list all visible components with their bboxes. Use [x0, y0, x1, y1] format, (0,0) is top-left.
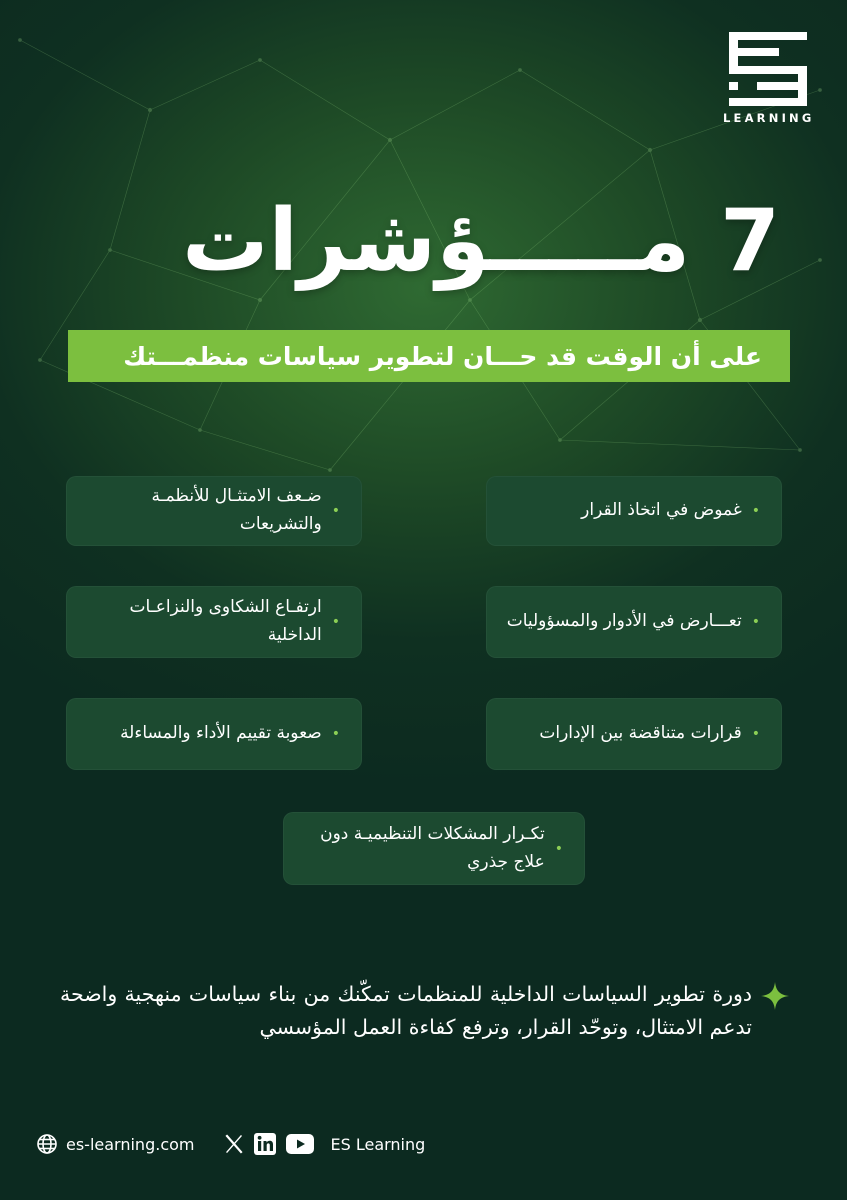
course-description: دورة تطوير السياسات الداخلية للمنظمات تمكّنك من بناء سياسات منهجية واضحة تدعم الامتثال، وتوحّد القرار، وترفع كفاءة العمل المؤسسي [60, 982, 752, 1040]
es-logo-mark-icon [729, 32, 807, 106]
footer [36, 1128, 425, 1160]
indicator-card-6 [66, 698, 362, 770]
globe-icon [36, 1133, 58, 1155]
indicator-card-7 [283, 812, 585, 885]
brand-name: LEARNING [723, 111, 815, 125]
bullet-icon: • [751, 614, 760, 630]
indicator-card-1 [486, 476, 782, 546]
indicator-card-3 [486, 586, 782, 658]
indicator-text: قرارات متناقضة بين الإدارات [539, 723, 742, 744]
indicator-text: صعوبة تقييم الأداء والمساءلة [120, 723, 322, 744]
indicator-card-4 [66, 586, 362, 658]
bullet-icon: • [554, 840, 563, 857]
indicator-text: ارتفـاع الشكاوى والنزاعـات الداخلية [129, 597, 322, 645]
indicator-text: غموض في اتخاذ القرار [581, 500, 742, 521]
indicator-text: ضـعف الامتثـال للأنظمـة والتشريعات [151, 486, 322, 534]
indicator-card-5 [486, 698, 782, 770]
page-title: 7 مـــــؤشرات [182, 191, 780, 291]
social-account-name: ES Learning [330, 1134, 426, 1154]
indicator-card-2 [66, 476, 362, 546]
bullet-icon: • [331, 503, 340, 519]
x-icon[interactable] [224, 1134, 244, 1154]
social-links [224, 1133, 425, 1155]
subtitle-text: على أن الوقت قد حـــان لتطوير سياسات منظمـــتك [123, 341, 762, 371]
bullet-icon: • [751, 726, 760, 742]
youtube-icon[interactable] [286, 1134, 314, 1154]
subtitle-banner [68, 330, 790, 382]
website-url: es-learning.com [66, 1134, 195, 1154]
bullet-icon: • [331, 614, 340, 630]
indicator-text: تكـرار المشكلات التنظيميـة دون علاج جذري [320, 823, 545, 872]
linkedin-icon[interactable] [254, 1133, 276, 1155]
bullet-icon: • [751, 503, 760, 519]
es-learning-logo [723, 32, 813, 125]
bullet-icon: • [331, 726, 340, 742]
indicator-text: تعـــارض في الأدوار والمسؤوليات [506, 611, 742, 632]
website-link[interactable] [36, 1133, 194, 1155]
